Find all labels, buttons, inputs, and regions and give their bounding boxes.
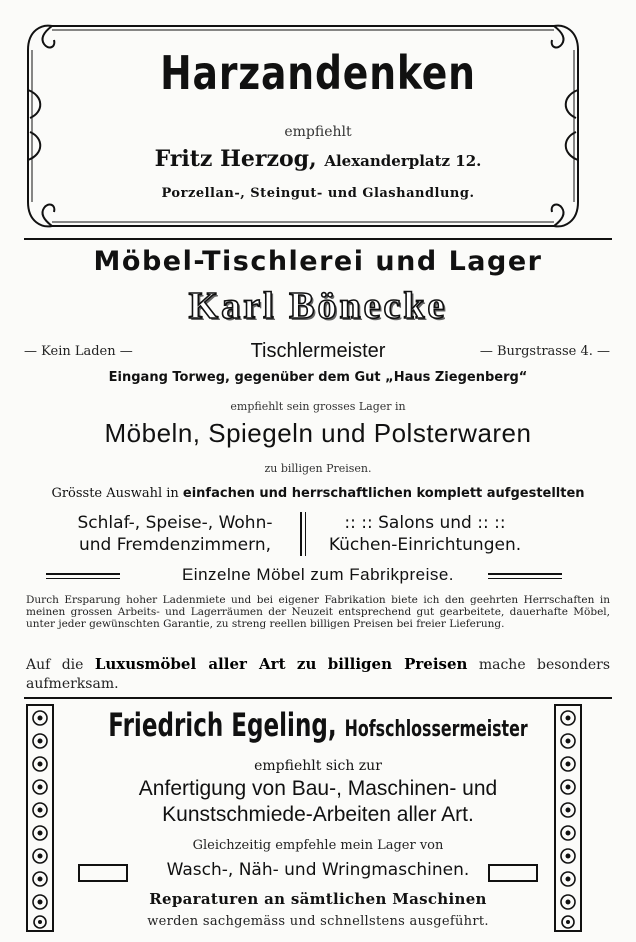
cheap-prices-note: zu billigen Preisen. bbox=[264, 462, 372, 475]
section-divider-2 bbox=[24, 697, 612, 699]
luxury-line bbox=[26, 655, 610, 694]
recommends-label: empfiehlt bbox=[284, 124, 352, 140]
egeling-services bbox=[0, 776, 636, 828]
decorative-box-right bbox=[488, 864, 538, 882]
merchant-line bbox=[0, 146, 636, 172]
luxury-text-3: mache besonders aufmerksam. bbox=[26, 657, 610, 692]
egeling-service-line-2: Kunstschmiede-Arbeiten aller Art. bbox=[162, 803, 474, 826]
single-furniture-note: Einzelne Möbel zum Fabrikpreise. bbox=[181, 565, 455, 584]
egeling-name: Friedrich Egeling, bbox=[108, 706, 337, 744]
egeling-repairs: Reparaturen an sämtlichen Maschinen bbox=[149, 890, 487, 908]
rooms-right-line-2: Küchen-Einrichtungen. bbox=[328, 535, 522, 555]
double-rule-right bbox=[488, 573, 562, 575]
rooms-left-column bbox=[60, 512, 290, 556]
egeling-recommends: empfiehlt sich zur bbox=[254, 758, 382, 774]
double-rule-right-2 bbox=[488, 578, 562, 579]
egeling-service-line-1: Anfertigung von Bau-, Maschinen- und bbox=[138, 777, 498, 800]
column-divider-2 bbox=[305, 512, 306, 556]
recommends-stock: empfiehlt sein grosses Lager in bbox=[230, 400, 406, 413]
luxury-bold-1: Luxusmöbel aller Art bbox=[94, 655, 286, 673]
merchant-address: Alexanderplatz 12. bbox=[324, 152, 482, 170]
street-address: — Burgstrasse 4. — bbox=[479, 344, 610, 359]
selection-bold: einfachen und herrschaftlichen komplett aufgestellten bbox=[182, 486, 585, 501]
egeling-done-note: werden sachgemäss und schnellstens ausgeführt. bbox=[147, 914, 489, 929]
ad-title-harzandenken: Harzandenken bbox=[160, 46, 476, 100]
luxury-bold-2: billigen Preisen bbox=[327, 655, 468, 673]
section-divider bbox=[24, 238, 612, 240]
selection-prefix: Grösste Auswahl in bbox=[51, 486, 179, 501]
egeling-also-stock: Gleichzeitig empfehle mein Lager von bbox=[192, 838, 444, 853]
selection-line bbox=[0, 486, 636, 501]
entrance-note: Eingang Torweg, gegenüber dem Gut „Haus Ziegenberg“ bbox=[108, 370, 528, 385]
ad-headline-moebel: Möbel-Tischlerei und Lager bbox=[93, 246, 543, 277]
no-shop-note: — Kein Laden — bbox=[24, 344, 133, 359]
goods-headline: Möbeln, Spiegeln und Polsterwaren bbox=[104, 418, 532, 448]
egeling-machines: Wasch-, Näh- und Wringmaschinen. bbox=[166, 860, 470, 880]
merchant-name: Fritz Herzog, bbox=[154, 146, 317, 172]
luxury-text-2: zu bbox=[296, 655, 317, 673]
description-paragraph: Durch Ersparung hoher Ladenmiete und bei eigener Fabrikation biete ich den geehrten Herrschaften in meinen grossen Arbeits- und Lagerräumen der Neuzeit entsprechend gut gearbeitete, dauerhafte Möbel, unter jeder gewünschten Garantie, zu streng reellen billigen Preisen bei freier Lieferung. bbox=[26, 594, 610, 630]
egeling-title: Hofschlossermeister bbox=[344, 717, 528, 742]
luxury-text-1: Auf die bbox=[26, 657, 84, 673]
ad-name-friedrich-egeling bbox=[89, 706, 547, 744]
rooms-left-line-2: und Fremdenzimmern, bbox=[78, 535, 272, 555]
merchant-goods: Porzellan-, Steingut- und Glashandlung. bbox=[161, 186, 475, 201]
ad-name-karl-boenecke: Karl Bönecke bbox=[188, 285, 448, 327]
profession-label: Tischlermeister bbox=[250, 340, 386, 362]
rooms-left-line-1: Schlaf-, Speise-, Wohn- bbox=[77, 513, 273, 533]
rooms-right-line-1: :: :: Salons und :: :: bbox=[344, 513, 506, 533]
column-divider bbox=[300, 512, 302, 556]
rooms-right-column bbox=[310, 512, 540, 556]
